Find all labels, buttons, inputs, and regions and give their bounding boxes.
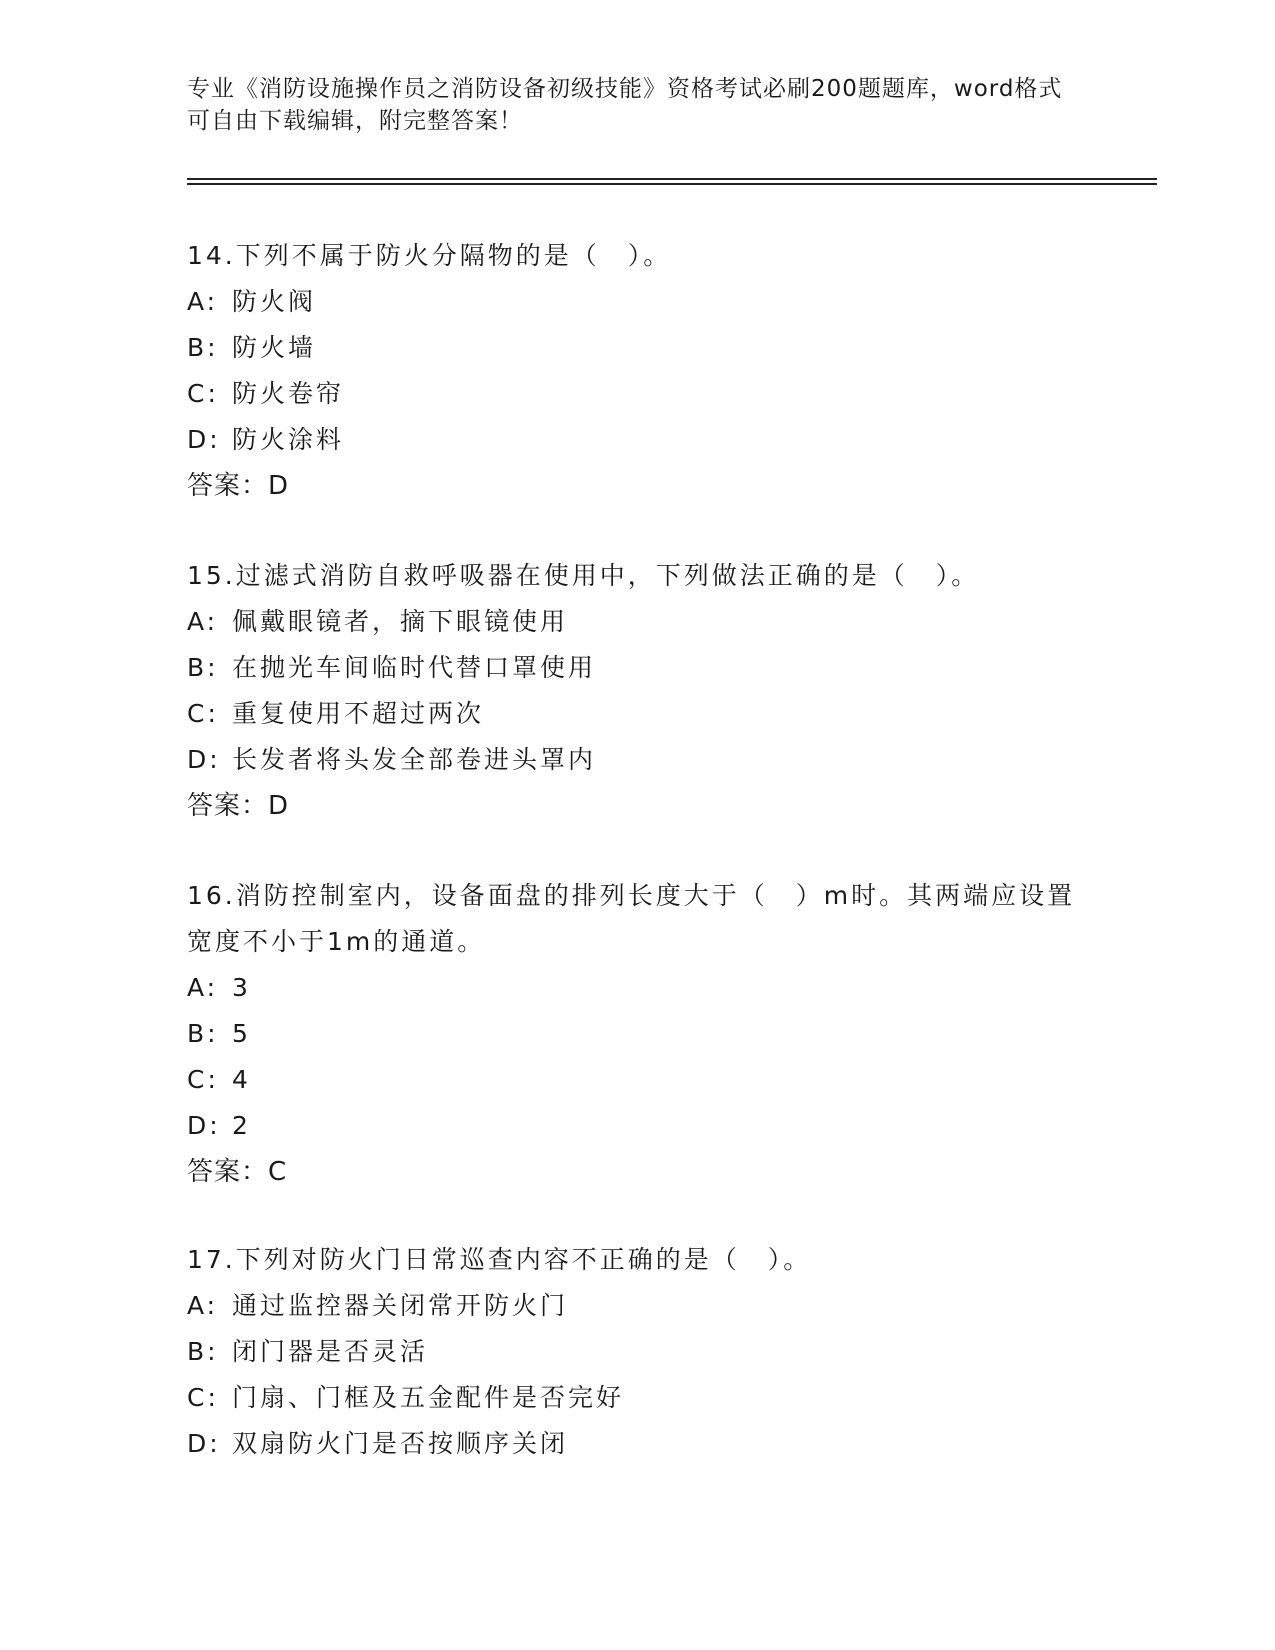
option-text: 防火卷帘 (232, 379, 345, 408)
question-17 (187, 1237, 1087, 1467)
option-text: 双扇防火门是否按顺序关闭 (232, 1429, 569, 1458)
question-15 (187, 553, 1087, 829)
option-d (187, 1103, 1087, 1149)
answer-line: 答案：D (187, 791, 290, 821)
option-c (187, 371, 1087, 417)
option-c (187, 1375, 1087, 1421)
option-text: 重复使用不超过两次 (232, 699, 485, 728)
option-letter: D: (187, 425, 221, 454)
question-16 (187, 873, 1087, 1195)
option-text: 在抛光车间临时代替口罩使用 (232, 653, 597, 682)
question-stem: 16.消防控制室内，设备面盘的排列长度大于（ ）m时。其两端应设置宽度不小于1m的通道。 (187, 881, 1076, 956)
option-letter: D: (187, 1429, 221, 1458)
document-header: 专业《消防设施操作员之消防设备初级技能》资格考试必刷200题题库，word格式可自由下载编辑，附完整答案！ (187, 76, 1063, 134)
option-text: 防火阀 (232, 287, 317, 316)
option-text: 5 (232, 1019, 251, 1048)
option-letter: B: (187, 333, 219, 362)
option-text: 佩戴眼镜者，摘下眼镜使用 (232, 607, 569, 636)
answer-line: 答案：C (187, 1157, 288, 1187)
option-letter: C: (187, 699, 219, 728)
question-14 (187, 233, 1087, 509)
option-b (187, 1011, 1087, 1057)
option-text: 门扇、门框及五金配件是否完好 (232, 1383, 625, 1412)
option-letter: C: (187, 1065, 219, 1094)
option-letter: D: (187, 1111, 221, 1140)
option-a (187, 965, 1087, 1011)
option-d (187, 417, 1087, 463)
option-letter: B: (187, 653, 219, 682)
option-d (187, 1421, 1087, 1467)
option-b (187, 1329, 1087, 1375)
option-text: 防火涂料 (232, 425, 345, 454)
option-text: 长发者将头发全部卷进头罩内 (232, 745, 597, 774)
option-letter: A: (187, 607, 219, 636)
header-divider-top (187, 178, 1157, 180)
option-text: 3 (232, 973, 251, 1002)
option-a (187, 1283, 1087, 1329)
option-text: 闭门器是否灵活 (232, 1337, 429, 1366)
option-text: 2 (232, 1111, 251, 1140)
option-letter: A: (187, 287, 219, 316)
option-letter: D: (187, 745, 221, 774)
question-stem: 14.下列不属于防火分隔物的是（ ）。 (187, 241, 672, 270)
answer-line: 答案：D (187, 471, 290, 501)
option-text: 防火墙 (232, 333, 317, 362)
option-letter: C: (187, 1383, 219, 1412)
option-c (187, 1057, 1087, 1103)
option-letter: A: (187, 1291, 219, 1320)
option-letter: B: (187, 1337, 219, 1366)
option-c (187, 691, 1087, 737)
option-d (187, 737, 1087, 783)
option-a (187, 279, 1087, 325)
option-letter: A: (187, 973, 219, 1002)
header-divider-bottom (187, 183, 1157, 185)
option-letter: C: (187, 379, 219, 408)
option-a (187, 599, 1087, 645)
question-stem: 17.下列对防火门日常巡查内容不正确的是（ ）。 (187, 1245, 812, 1274)
option-letter: B: (187, 1019, 219, 1048)
question-stem: 15.过滤式消防自救呼吸器在使用中，下列做法正确的是（ ）。 (187, 561, 980, 590)
option-b (187, 325, 1087, 371)
option-text: 4 (232, 1065, 251, 1094)
option-text: 通过监控器关闭常开防火门 (232, 1291, 569, 1320)
option-b (187, 645, 1087, 691)
